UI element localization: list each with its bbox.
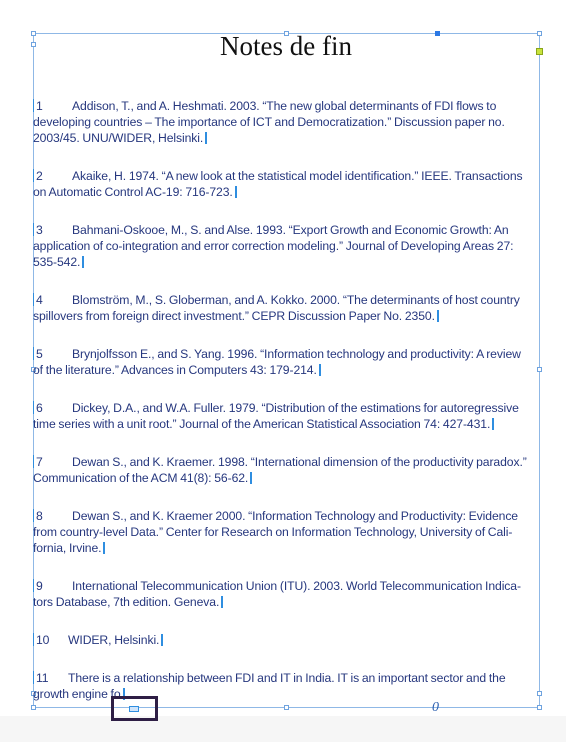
endnote-text: There is a relationship between FDI and IT in India. IT is an important sector and the growth engine fo — [33, 671, 506, 701]
endnotes-list[interactable] — [33, 98, 531, 724]
endnote-3[interactable] — [33, 222, 531, 270]
endnote-end-icon — [317, 364, 321, 376]
endnote-text: Akaike, H. 1974. “A new look at the statistical model identification.” IEEE. Transactions on Automatic Control AC-19: 716-723. — [33, 169, 523, 199]
endnote-end-icon — [248, 472, 252, 484]
overset-counter: 0 — [432, 700, 439, 715]
endnote-11[interactable] — [33, 670, 531, 702]
endnote-marker-icon — [33, 223, 35, 236]
page-title: Notes de fin — [220, 31, 352, 61]
endnote-text: Addison, T., and A. Heshmati. 2003. “The new global determinants of FDI flows to developing countries – The importance of ICT and Democratization.” Discussion paper no. 2003/45. UNU/WIDER, Helsinki. — [33, 99, 505, 145]
endnote-end-icon — [490, 418, 494, 430]
endnote-end-icon — [101, 542, 105, 554]
endnote-number: 5 — [36, 347, 43, 361]
endnote-end-icon — [219, 596, 223, 608]
endnote-text: Dewan S., and K. Kraemer 2000. “Information Technology and Productivity: Evidence from country-level Data.” Center for Research on Information Technology, University of Cali-fornia, Irvine. — [33, 509, 518, 555]
endnote-text: International Telecommunication Union (ITU). 2003. World Telecommunication Indica-tors Database, 7th edition. Geneva. — [33, 579, 521, 609]
endnote-marker-icon — [33, 347, 35, 360]
endnote-text: WIDER, Helsinki. — [68, 633, 160, 647]
endnote-10[interactable] — [33, 632, 531, 648]
endnote-text: Blomström, M., S. Globerman, and A. Kokko. 2000. “The determinants of host country spillovers from foreign direct investment.” CEPR Discussion Paper No. 2350. — [33, 293, 520, 323]
endnote-number: 1 — [36, 99, 43, 113]
endnote-text: Bahmani-Oskooe, M., S. and Alse. 1993. “Export Growth and Economic Growth: An application of co-integration and error correction modeling.” Journal of Developing Areas 27: 535-542. — [33, 223, 514, 269]
endnote-marker-icon — [33, 99, 35, 112]
endnote-end-icon — [159, 634, 163, 646]
endnote-number: 4 — [36, 293, 43, 307]
endnote-end-icon — [80, 256, 84, 268]
endnote-7[interactable] — [33, 454, 531, 486]
endnote-marker-icon — [33, 455, 35, 468]
endnote-marker-icon — [33, 633, 35, 646]
endnote-9[interactable] — [33, 578, 531, 610]
endnote-text: Dickey, D.A., and W.A. Fuller. 1979. “Distribution of the estimations for autoregressive time series with a unit root.” Journal of the American Statistical Association 74: 427-431. — [33, 401, 519, 431]
endnote-end-icon — [233, 186, 237, 198]
endnote-number: 9 — [36, 579, 43, 593]
endnote-marker-icon — [33, 293, 35, 306]
endnote-end-icon — [435, 310, 439, 322]
endnote-number: 8 — [36, 509, 43, 523]
endnote-marker-icon — [33, 671, 35, 684]
endnote-marker-icon — [33, 509, 35, 522]
endnote-8[interactable] — [33, 508, 531, 556]
endnote-number: 6 — [36, 401, 43, 415]
endnote-marker-icon — [33, 579, 35, 592]
endnote-marker-icon — [33, 401, 35, 414]
endnote-number: 2 — [36, 169, 43, 183]
endnote-4[interactable] — [33, 292, 531, 324]
endnote-marker-icon — [33, 169, 35, 182]
endnote-1[interactable] — [33, 98, 531, 146]
frame-handle-bottom-right[interactable] — [537, 705, 542, 710]
endnote-number: 11 — [36, 671, 49, 685]
endnote-number: 3 — [36, 223, 43, 237]
endnote-5[interactable] — [33, 346, 531, 378]
endnote-text: Dewan S., and K. Kraemer. 1998. “International dimension of the productivity paradox.” Communication of the ACM 41(8): 56-62. — [33, 455, 527, 485]
endnote-number: 10 — [36, 633, 50, 647]
frame-handle-right-lower[interactable] — [537, 691, 542, 696]
frame-handle-middle-right[interactable] — [537, 367, 542, 372]
endnote-end-icon — [203, 132, 207, 144]
endnote-text: Brynjolfsson E., and S. Yang. 1996. “Information technology and productivity: A review of the literature.” Advances in Computers 43: 179-214. — [33, 347, 521, 377]
overset-text-icon[interactable] — [129, 706, 139, 712]
endnote-2[interactable] — [33, 168, 531, 200]
endnote-number: 7 — [36, 455, 43, 469]
endnote-6[interactable] — [33, 400, 531, 432]
